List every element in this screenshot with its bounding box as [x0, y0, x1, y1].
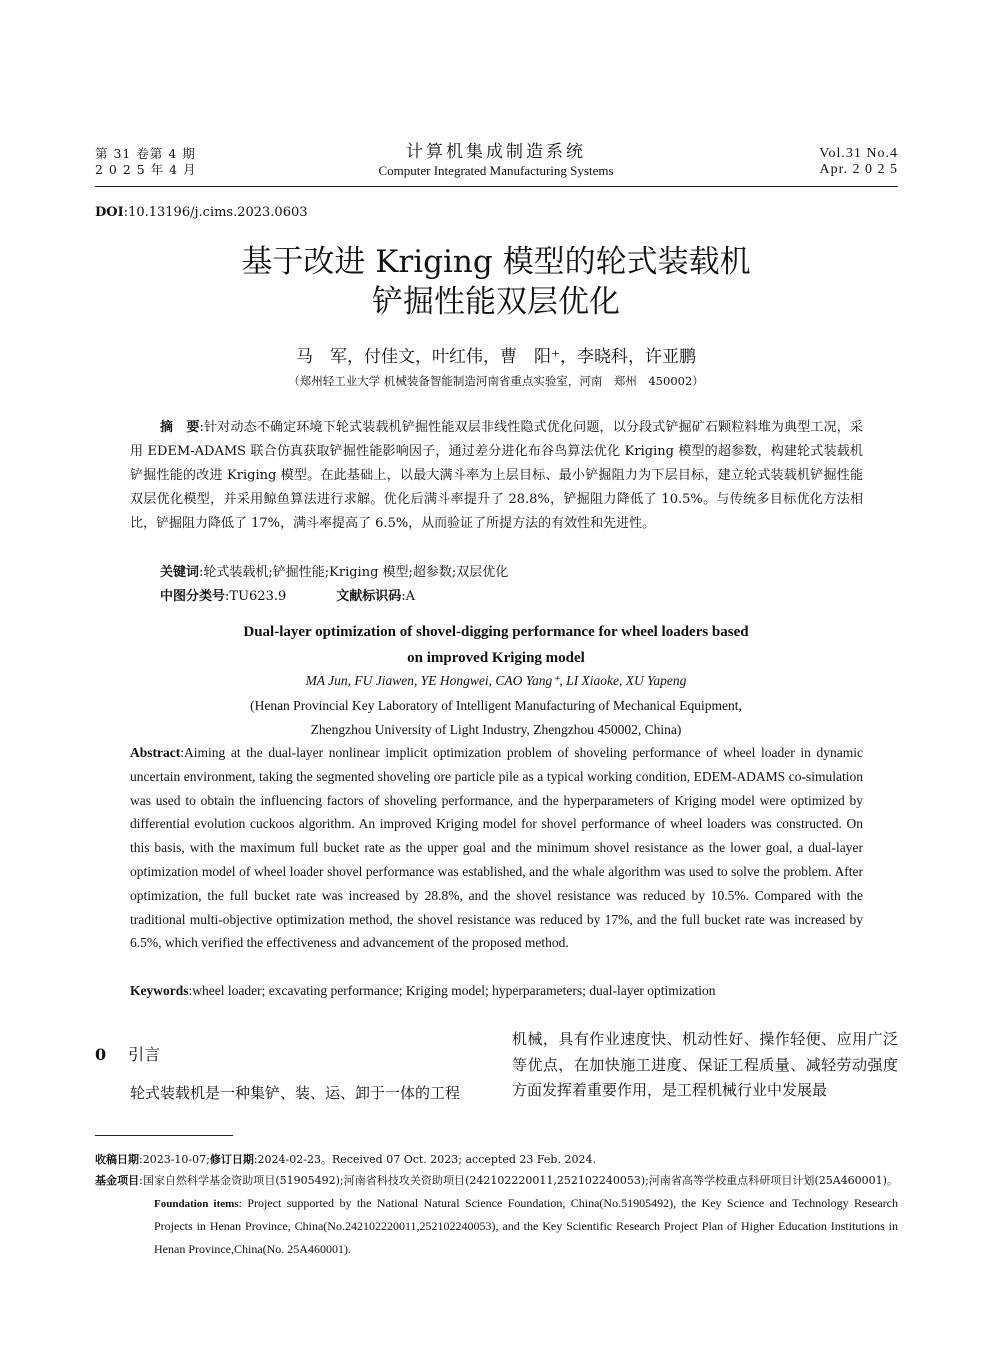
affiliation-en [0, 694, 992, 742]
title-en-line: on improved Kriging model [407, 650, 585, 666]
affiliation-en-line: Zhengzhou University of Light Industry, Zhengzhou 450002, China) [310, 722, 682, 737]
funding-en-label: Foundation items [154, 1198, 239, 1210]
doi-value: :10.13196/j.cims.2023.0603 [123, 205, 308, 220]
revised-date: :2024-02-23。Received 07 Oct. 2023; accepted 23 Feb. 2024. [253, 1153, 596, 1166]
clc-label: 中图分类号 [160, 589, 226, 604]
abstract-cn [130, 416, 863, 536]
funding-label: 基金项目 [95, 1174, 140, 1187]
title-line: 基于改进 Kriging 模型的轮式装载机 [241, 244, 751, 280]
journal-name [296, 141, 696, 179]
keywords-cn-label: 关键词 [160, 565, 200, 580]
section-heading [95, 1042, 160, 1065]
volume-issue: 第 31 卷第 4 期 [95, 146, 196, 161]
date-en: Apr. 2 0 2 5 [819, 162, 898, 177]
journal-name-cn: 计算机集成制造系统 [406, 142, 586, 162]
keywords-en [130, 979, 716, 1003]
received-dates [95, 1149, 596, 1171]
received-label: 收稿日期 [95, 1153, 139, 1166]
authors-cn: 马 军，付佳文，叶红伟，曹 阳⁺，李晓科，许亚鹏 [296, 347, 696, 367]
doi-label: DOI [95, 205, 124, 220]
doc-code-value: :A [401, 589, 416, 604]
classification [160, 585, 415, 609]
keywords-cn-text: :轮式装载机;铲掘性能;Kriging 模型;超参数;双层优化 [199, 565, 509, 580]
keywords-en-label: Keywords [130, 983, 189, 998]
issue-date: 2 0 2 5 年 4 月 [95, 162, 197, 177]
revised-label: 修订日期 [209, 1153, 254, 1166]
body-text-right: 机械，具有作业速度快、机动性好、操作轻便、应用广泛等优点，在加快施工进度、保证工程质量、减轻劳动强度方面发挥着重要作用，是工程机械行业中发展最 [512, 1030, 898, 1099]
title-en [0, 619, 992, 671]
body-text-left: 轮式装载机是一种集铲、装、运、卸于一体的工程 [130, 1084, 461, 1102]
doi [95, 205, 308, 220]
title-cn [0, 242, 992, 322]
affiliation-en-line: (Henan Provincial Key Laboratory of Intelligent Manufacturing of Mechanical Equipment, [250, 698, 742, 713]
keywords-en-text: :wheel loader; excavating performance; Kriging model; hyperparameters; dual-layer optimization [188, 983, 716, 998]
abstract-cn-text: :针对动态不确定环境下轮式装载机铲掘性能双层非线性隐式优化问题，以分段式铲掘矿石颗粒料堆为典型工况，采用 EDEM-ADAMS 联合仿真获取铲掘性能影响因子，通过差分进化布谷鸟算法优化 Kriging 模型的超参数，构建轮式装载机铲掘性能的改进 Kriging 模型。在此基础上，以最大满斗率为上层目标、最小铲掘阻力为下层目标，建立轮式装载机铲掘性能双层优化模型，并采用鲸鱼算法进行求解。优化后满斗率提升了 28.8%，铲掘阻力降低了 10.5%。与传统多目标优化方法相比，铲掘阻力降低了 17%，满斗率提高了 6.5%，从而验证了所提方法的有效性和先进性。 [130, 420, 863, 531]
abstract-en [130, 741, 863, 955]
doc-code-label: 文献标识码 [336, 589, 402, 604]
section-title: 引言 [128, 1045, 161, 1064]
issue-info [95, 146, 197, 178]
funding [95, 1170, 898, 1261]
clc-value: :TU623.9 [225, 589, 287, 604]
abstract-en-text: :Aiming at the dual-layer nonlinear implicit optimization problem of shoveling performance of wheel loader in dynamic uncertain environment, taking the segmented shoveling ore particle pile as a typical working condition, EDEM-ADAMS co-simulation was used to obtain the influencing factors of shoveling performance, and the hyperparameters of Kriging model were optimized by differential evolution cuckoos algorithm. An improved Kriging model for shovel performance of wheel loaders was constructed. On this basis, with the maximum full bucket rate as the upper goal and the minimum shovel resistance as the lower goal, a dual-layer optimization model of wheel loader shovel performance was established, and the whale algorithm was used to solve the problem. After optimization, the full bucket rate was increased by 28.8%, and the shovel resistance was reduced by 10.5%. Compared with the traditional multi-objective optimization method, the shovel resistance was reduced by 17%, and the full bucket rate was increased by 6.5%, which verified the effectiveness and advancement of the proposed method. [130, 745, 863, 951]
title-line: 铲掘性能双层优化 [372, 284, 620, 320]
keywords-cn [160, 561, 508, 585]
volume-info-en [819, 146, 898, 178]
authors-en: MA Jun, FU Jiawen, YE Hongwei, CAO Yang⁺, LI Xiaoke, XU Yapeng [305, 673, 687, 688]
header-rule [95, 186, 898, 187]
journal-name-en: Computer Integrated Manufacturing Systems [378, 163, 614, 178]
abstract-en-label: Abstract [130, 745, 181, 760]
funding-en: : Project supported by the National Natural Science Foundation, China(No.51905492), the Key Science and Technology Research Projects in Henan Province, China(No.242102220011,252102240053), and the Key Scientific Research Project Plan of Higher Education Institutions in Henan Province,China(No. 25A460001). [154, 1196, 898, 1256]
volume-en: Vol.31 No.4 [819, 146, 898, 161]
title-en-line: Dual-layer optimization of shovel-digging performance for wheel loaders based [243, 624, 749, 640]
funding-cn: :国家自然科学基金资助项目(51905492);河南省科技攻关资助项目(242102220011,252102240053);河南省高等学校重点科研项目计划(25A460001)。 [139, 1174, 899, 1187]
received-date: :2023-10-07; [139, 1153, 210, 1166]
affiliation-cn: （郑州轻工业大学 机械装备智能制造河南省重点实验室，河南 郑州 450002） [288, 374, 704, 388]
section-number: 0 [95, 1045, 107, 1064]
abstract-cn-label: 摘 要 [160, 420, 200, 435]
footnote-rule [95, 1135, 233, 1136]
